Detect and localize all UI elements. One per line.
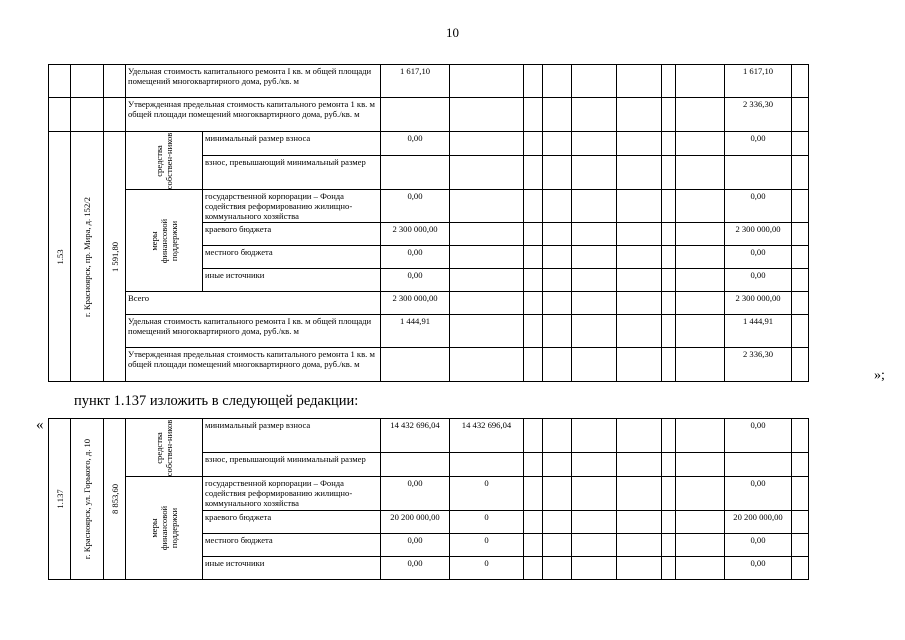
cell-value: 1 617,10 <box>725 65 792 98</box>
cell-value: 0,00 <box>725 534 792 557</box>
table-row <box>49 65 809 98</box>
row-label: Всего <box>126 292 381 315</box>
group-owners: средства собствен-ников <box>126 419 203 477</box>
row-label: государственной корпорации – Фонда содействия реформированию жилищно-коммунального хозяйства <box>203 190 381 223</box>
cell-value: 0,00 <box>381 269 450 292</box>
cell-value <box>381 156 450 190</box>
row-label: местного бюджета <box>203 534 381 557</box>
table-row <box>49 348 809 382</box>
table-row <box>49 292 809 315</box>
closing-quote: »; <box>874 368 885 383</box>
cell-value: 0 <box>450 477 524 511</box>
table-row <box>49 98 809 132</box>
item-area: 8 853,60 <box>104 419 126 580</box>
cell-value: 0,00 <box>725 269 792 292</box>
row-label: местного бюджета <box>203 246 381 269</box>
row-label: иные источники <box>203 557 381 580</box>
cell-value: 0,00 <box>381 534 450 557</box>
cell-value: 2 336,30 <box>725 348 792 382</box>
row-label: Удельная стоимость капитального ремонта I кв. м общей площади помещений многоквартирного дома, руб./кв. м <box>126 315 381 348</box>
cell-value: 0,00 <box>725 557 792 580</box>
cell-value: 0 <box>450 557 524 580</box>
funding-table-top <box>48 64 809 382</box>
cell-value: 1 617,10 <box>381 65 450 98</box>
table-row <box>49 132 809 156</box>
cell-value: 0,00 <box>381 557 450 580</box>
row-label: взнос, превышающий минимальный размер <box>203 156 381 190</box>
cell-value <box>725 453 792 477</box>
item-address: г. Красноярск, пр. Мира, д. 152/2 <box>71 132 104 382</box>
group-support: меры финансовой поддержки <box>126 477 203 580</box>
row-label: минимальный размер взноса <box>203 132 381 156</box>
cell-value: 0,00 <box>381 132 450 156</box>
cell-value: 2 300 000,00 <box>381 223 450 246</box>
row-label: Утвержденная предельная стоимость капитального ремонта 1 кв. м общей площади помещений многоквартирного дома, руб./кв. м <box>126 98 381 132</box>
row-label: взнос, превышающий минимальный размер <box>203 453 381 477</box>
cell-value: 0,00 <box>381 477 450 511</box>
item-number: 1.53 <box>49 132 71 382</box>
opening-quote: « <box>36 417 44 433</box>
group-support: меры финансовой поддержки <box>126 190 203 292</box>
table-row <box>49 190 809 223</box>
page-number: 10 <box>446 25 459 40</box>
cell-value: 2 300 000,00 <box>725 223 792 246</box>
cell-value <box>725 156 792 190</box>
row-label: Утвержденная предельная стоимость капитального ремонта 1 кв. м общей площади помещений многоквартирного дома, руб./кв. м <box>126 348 381 382</box>
cell-value: 0,00 <box>725 190 792 223</box>
funding-table-bottom <box>48 418 809 580</box>
cell-value <box>381 453 450 477</box>
cell-value: 2 336,30 <box>725 98 792 132</box>
group-owners: средства собствен-ников <box>126 132 203 190</box>
item-number: 1.137 <box>49 419 71 580</box>
cell-value: 0,00 <box>381 246 450 269</box>
cell-value: 0 <box>450 511 524 534</box>
cell-value: 2 300 000,00 <box>381 292 450 315</box>
row-label: краевого бюджета <box>203 223 381 246</box>
cell-value <box>450 453 524 477</box>
cell-value: 14 432 696,04 <box>450 419 524 453</box>
clause-text: пункт 1.137 изложить в следующей редакции: <box>74 393 359 409</box>
row-label: Удельная стоимость капитального ремонта I кв. м общей площади помещений многоквартирного дома, руб./кв. м <box>126 65 381 98</box>
row-label: минимальный размер взноса <box>203 419 381 453</box>
cell-value <box>381 98 450 132</box>
row-label: иные источники <box>203 269 381 292</box>
cell-value: 0,00 <box>381 190 450 223</box>
cell-value: 0,00 <box>725 419 792 453</box>
cell-value: 1 444,91 <box>725 315 792 348</box>
item-address: г. Красноярск, ул. Горького, д. 10 <box>71 419 104 580</box>
cell-value: 0,00 <box>725 132 792 156</box>
table-row <box>49 315 809 348</box>
cell-value <box>381 348 450 382</box>
cell-value: 20 200 000,00 <box>381 511 450 534</box>
cell-value: 0,00 <box>725 477 792 511</box>
cell-value: 14 432 696,04 <box>381 419 450 453</box>
cell-value: 0 <box>450 534 524 557</box>
row-label: государственной корпорации – Фонда содействия реформированию жилищно-коммунального хозяйства <box>203 477 381 511</box>
table-row <box>49 477 809 511</box>
cell-value: 20 200 000,00 <box>725 511 792 534</box>
table-row <box>49 419 809 453</box>
row-label: краевого бюджета <box>203 511 381 534</box>
item-area: 1 591,80 <box>104 132 126 382</box>
cell-value: 1 444,91 <box>381 315 450 348</box>
cell-value: 2 300 000,00 <box>725 292 792 315</box>
cell-value: 0,00 <box>725 246 792 269</box>
